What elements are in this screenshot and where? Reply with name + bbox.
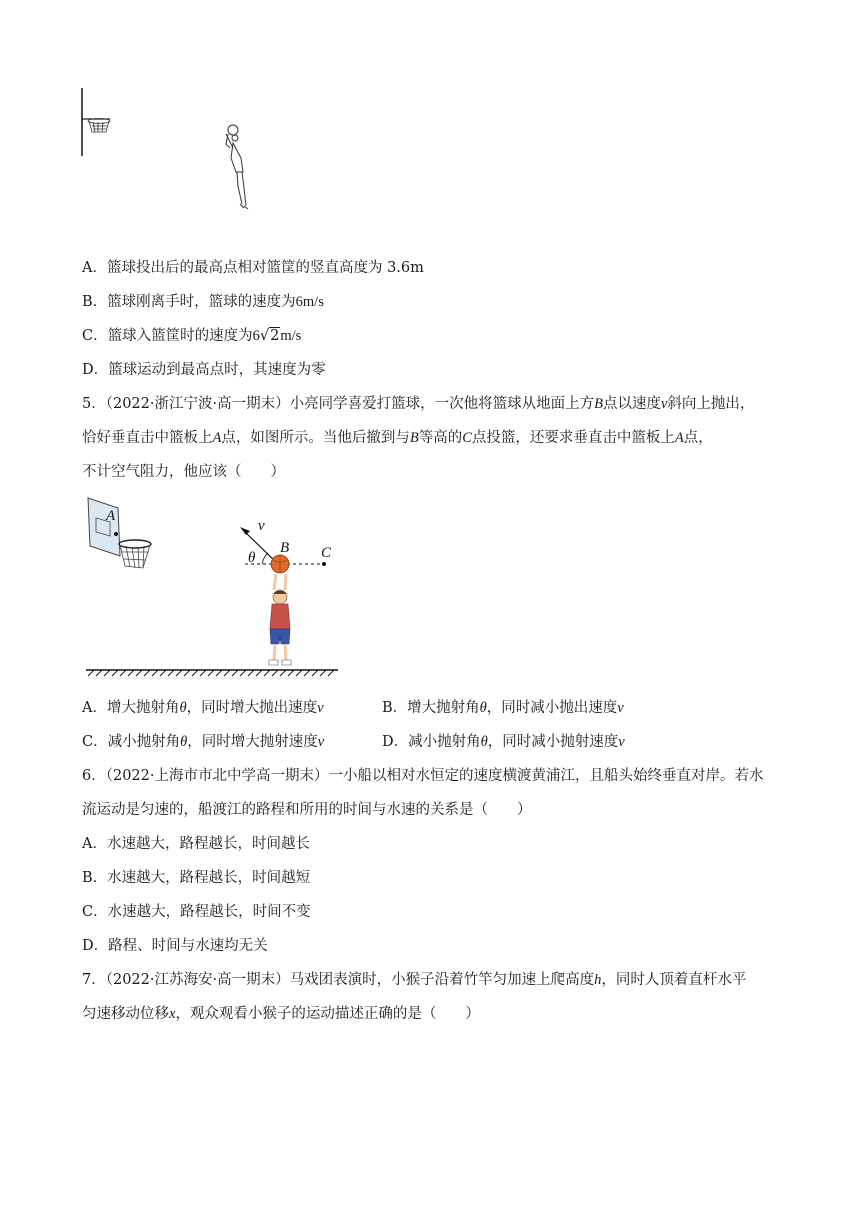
q5-var-v: v (618, 734, 625, 750)
q7-text: 7．（2022·江苏海安·高一期末）马戏团表演时，小猴子沿着竹竿匀加速上爬高度 (82, 972, 595, 988)
label-b: B (280, 540, 290, 556)
q5-text: 点， (683, 430, 713, 446)
figure-basketball-shot (78, 86, 268, 216)
q5-stem-line1 (82, 394, 754, 414)
q6-option-c: C．水速越大，路程越长，时间不变 (82, 904, 311, 920)
q5-text: 点，如图所示。当他后撤到与 (221, 430, 410, 446)
q4-option-c-coef: 6 (252, 328, 260, 344)
label-v: v (258, 518, 265, 534)
q5-stem-line3: 不计空气阻力，他应该（ ） (82, 464, 285, 480)
theta-symbol: θ (179, 700, 187, 716)
q4-option-b-value: 6m/s (295, 294, 324, 310)
q5-var-v: v (317, 734, 325, 750)
q5-stem-line2 (82, 428, 713, 448)
q5-var-v: v (617, 700, 624, 716)
q5-var-a: A (212, 430, 222, 446)
q5-var-c: C (462, 430, 472, 446)
q5-var-v: v (317, 700, 324, 716)
q5-option-c-text: C．减小抛射角 (82, 734, 181, 750)
q5-text: 5．（2022·浙江宁波·高一期末）小亮同学喜爱打篮球，一次他将篮球从地面上方 (82, 396, 595, 412)
q5-var-a: A (674, 430, 684, 446)
q5-text: 点以速度 (602, 396, 661, 412)
q7-var-h: h (594, 972, 602, 988)
q4-option-b-text: B．篮球刚离手时，篮球的速度为 (82, 294, 296, 310)
q7-text: 匀速移动位移 (82, 1006, 169, 1022)
q7-text: ，观众观看小猴子的运动描述正确的是（ ） (175, 1006, 480, 1022)
q5-text: 斜向上抛出， (667, 396, 755, 412)
q4-option-a: A．篮球投出后的最高点相对篮筐的竖直高度为 3.6m (82, 260, 424, 276)
q5-option-a-text: A．增大抛射角 (82, 700, 180, 716)
q5-var-b: B (409, 430, 419, 446)
figure-throw-diagram (80, 494, 380, 684)
q4-option-c-radicand: 2 (270, 328, 280, 344)
q6-option-a: A．水速越大，路程越长，时间越长 (82, 836, 310, 852)
q6-option-d: D．路程、时间与水速均无关 (82, 938, 268, 954)
q5-var-v: v (660, 396, 668, 412)
q7-stem-line1 (82, 970, 746, 990)
q4-option-c (82, 326, 301, 346)
q5-var-b: B (594, 396, 603, 412)
label-theta: θ (248, 550, 256, 566)
q6-option-b: B．水速越大，路程越长，时间越短 (82, 870, 311, 886)
backboard (88, 498, 120, 556)
hoop (119, 540, 151, 568)
q4-option-c-unit: m/s (280, 328, 302, 344)
player-figure (226, 125, 248, 209)
q4-option-c-text: C．篮球入篮筐时的速度为 (82, 328, 253, 344)
q5-text: 恰好垂直击中篮板上 (82, 430, 213, 446)
q5-option-d-text: ，同时减小抛射速度 (487, 734, 619, 750)
ground (86, 670, 338, 676)
q6-stem-line1: 6．（2022·上海市市北中学高一期末）一小船以相对水恒定的速度横渡黄浦江，且船头始终垂直对岸。若水 (82, 768, 764, 784)
q5-option-c-text: ，同时增大抛射速度 (187, 734, 318, 750)
label-a: A (106, 508, 116, 524)
theta-symbol: θ (180, 734, 188, 750)
q7-stem-line2 (82, 1004, 480, 1024)
theta-symbol: θ (479, 700, 487, 716)
hoop-net (88, 119, 110, 133)
q5-text: 等高的 (418, 430, 463, 446)
sqrt-symbol: √2 (259, 328, 280, 344)
q4-option-d: D．篮球运动到最高点时，其速度为零 (82, 362, 326, 378)
q5-option-a-text: ，同时增大抛出速度 (186, 700, 318, 716)
q5-option-b-text: ，同时减小抛出速度 (486, 700, 618, 716)
q7-var-x: x (169, 1006, 176, 1022)
q5-option-d-text: D．减小抛射角 (382, 734, 481, 750)
q5-text: 点投篮，还要求垂直击中篮板上 (471, 430, 675, 446)
q6-stem-line2: 流运动是匀速的，船渡江的路程和所用的时间与水速的关系是（ ） (82, 802, 532, 818)
q5-option-b (382, 698, 624, 718)
q5-option-b-text: B．增大抛射角 (382, 700, 480, 716)
q5-option-c (82, 732, 324, 752)
q7-text: ，同时人顶着直杆水平 (601, 972, 747, 988)
q4-option-b (82, 292, 324, 312)
theta-symbol: θ (480, 734, 488, 750)
q5-option-d (382, 732, 625, 752)
backboard-pole (82, 88, 110, 156)
player (269, 555, 291, 665)
label-c: C (321, 545, 332, 561)
q5-option-a (82, 698, 324, 718)
